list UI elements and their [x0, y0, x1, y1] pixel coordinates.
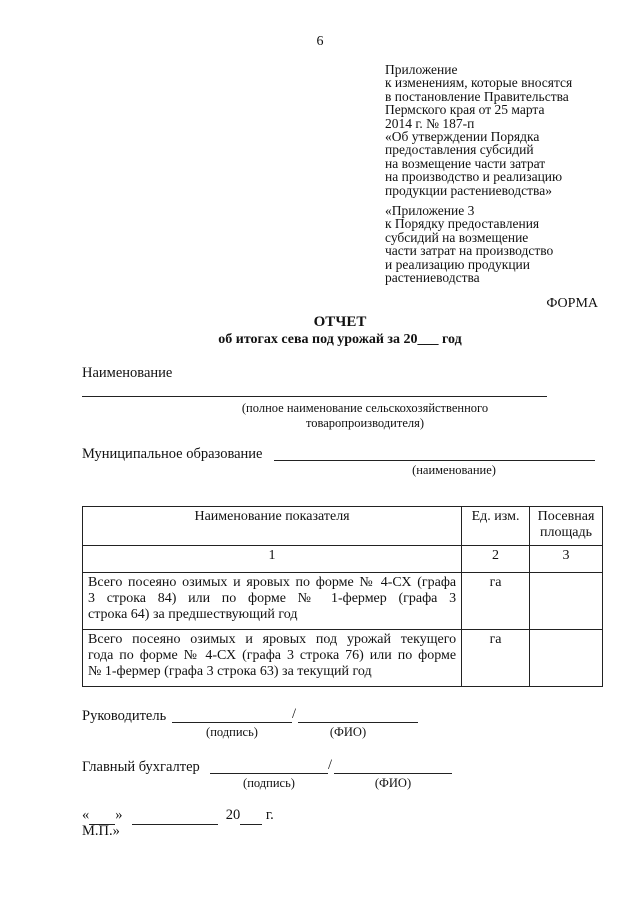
report-title: ОТЧЕТ	[313, 314, 367, 330]
date-open-quote: «	[82, 807, 90, 823]
appendix-3-block	[385, 204, 625, 284]
row-unit: га	[462, 573, 530, 630]
appendix3-line: и реализацию продукции	[385, 256, 530, 272]
head-sign-caption: (подпись)	[206, 725, 258, 739]
row-indicator	[83, 630, 462, 687]
year-suffix: г.	[265, 807, 274, 823]
name-label: Наименование	[82, 365, 173, 381]
appendix-line: Пермского края от 25 марта	[385, 102, 545, 118]
accountant-fio-caption: (ФИО)	[374, 776, 412, 790]
appendix-line: на производство и реализацию	[385, 169, 563, 185]
municipal-label: Муниципальное образование	[82, 446, 263, 462]
header-indicator: Наименование показателя	[83, 507, 462, 546]
table-colnum-row	[83, 546, 603, 573]
municipal-input-line[interactable]	[274, 460, 595, 461]
stamp-label: М.П.»	[82, 823, 120, 839]
year-field[interactable]	[240, 807, 262, 825]
table-header-row	[83, 507, 603, 546]
appendix3-line: «Приложение 3	[385, 203, 475, 218]
colnum-2: 2	[462, 546, 530, 573]
appendix-line: Приложение	[385, 62, 458, 77]
colnum-1: 1	[83, 546, 462, 573]
accountant-signature-line[interactable]	[210, 773, 328, 774]
accountant-fio-line[interactable]	[334, 773, 452, 774]
row-line: Всего посеяно озимых и яровых под урожай текущего	[88, 632, 457, 647]
year-prefix: 20	[225, 807, 241, 823]
appendix-line: продукции растениеводства»	[385, 182, 552, 198]
head-fio-caption: (ФИО)	[329, 725, 367, 739]
head-signature-line[interactable]	[172, 722, 292, 723]
appendix-line: к изменениям, которые вносятся	[385, 75, 573, 91]
header-area: Посевная площадь	[530, 507, 603, 546]
row-line: года по форме № 4-СХ (графа 3 строка 76) или по форме	[88, 648, 457, 663]
name-caption-1: (полное наименование сельскохозяйственного	[241, 401, 489, 415]
accountant-label: Главный бухгалтер	[82, 759, 200, 775]
name-caption-2: товаропроизводителя)	[305, 416, 425, 430]
page-number: 6	[316, 34, 324, 49]
name-input-line[interactable]	[82, 396, 547, 397]
appendix-line: в постановление Правительства	[385, 88, 569, 104]
head-fio-line[interactable]	[298, 722, 418, 723]
appendix3-line: субсидий на возмещение	[385, 229, 529, 245]
row-indicator	[83, 573, 462, 630]
appendix-line: на возмещение части затрат	[385, 155, 546, 171]
colnum-3: 3	[530, 546, 603, 573]
month-field[interactable]	[132, 807, 218, 825]
date-close-quote: »	[115, 807, 123, 823]
row-line: № 1-фермер (графа 3 строка 63) за текущий год	[88, 664, 372, 679]
accountant-slash: /	[328, 757, 333, 773]
municipal-caption: (наименование)	[412, 463, 496, 477]
appendix-line: предоставления субсидий	[385, 142, 534, 158]
head-label: Руководитель	[82, 708, 167, 724]
row-area-cell[interactable]	[530, 573, 603, 630]
accountant-sign-caption: (подпись)	[243, 776, 295, 790]
appendix-line: 2014 г. № 187-п	[385, 115, 475, 131]
table-row	[83, 573, 603, 630]
row-line: строка 64) за предшествующий год	[88, 607, 298, 622]
head-slash: /	[292, 706, 297, 722]
report-subtitle: об итогах сева под урожай за 20___ год	[218, 332, 462, 347]
appendix3-line: растениеводства	[385, 270, 480, 286]
report-table	[82, 506, 603, 687]
row-line: 3 строка 84) или по форме № 1-фермер (графа 3	[88, 591, 457, 606]
row-area-cell[interactable]	[530, 630, 603, 687]
appendix3-line: к Порядку предоставления	[385, 216, 540, 232]
header-unit: Ед. изм.	[462, 507, 530, 546]
appendix-main-block	[385, 63, 625, 197]
appendix3-line: части затрат на производство	[385, 243, 554, 259]
appendix-line: «Об утверждении Порядка	[385, 129, 540, 145]
row-line: Всего посеяно озимых и яровых по форме № 4-СХ (графа	[88, 575, 457, 590]
row-unit: га	[462, 630, 530, 687]
table-row	[83, 630, 603, 687]
form-label: ФОРМА	[546, 296, 598, 311]
